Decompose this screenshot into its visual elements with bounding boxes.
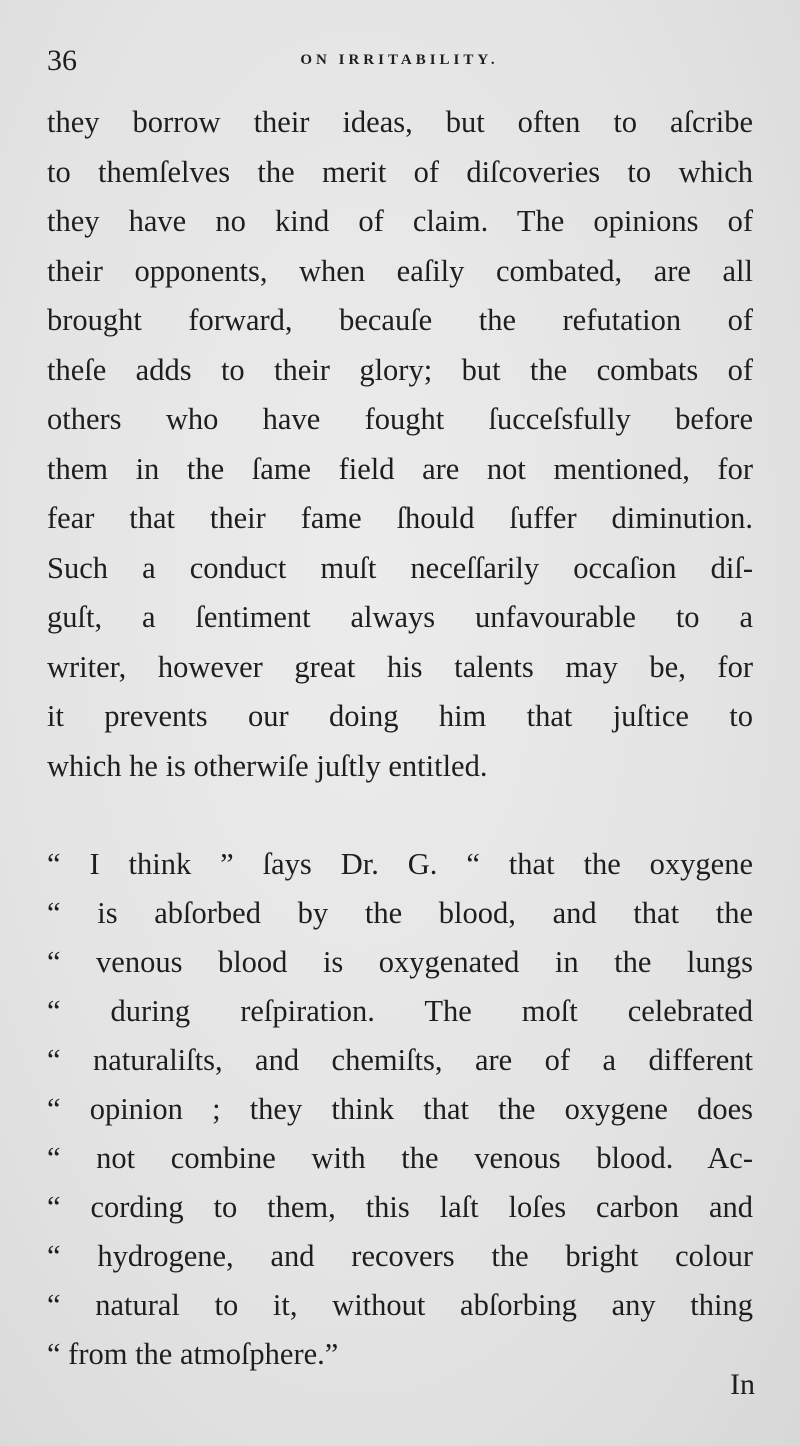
text-line: theſe adds to their glory; but the combats of <box>47 352 753 387</box>
text-line: guſt, a ſentiment always unfavourable to a <box>47 600 753 634</box>
quote-line: “ I think ” ſays Dr. G. “ that the oxygene <box>47 847 753 881</box>
quote-line: “ opinion ; they think that the oxygene does <box>47 1092 753 1126</box>
page-header <box>47 44 752 84</box>
text-line: they borrow their ideas, but often to aſcribe <box>47 105 753 139</box>
text-line: brought forward, becauſe the refutation of <box>47 303 753 337</box>
quote-line: “ from the atmoſphere.” <box>47 1337 339 1371</box>
quote-line: “ venous blood is oxygenated in the lungs <box>47 945 753 979</box>
quote-line: “ during reſpiration. The moſt celebrated <box>47 994 753 1028</box>
running-head: ON IRRITABILITY. <box>300 52 499 68</box>
catchword: In <box>730 1368 755 1401</box>
quote-line: “ is abſorbed by the blood, and that the <box>47 896 753 930</box>
text-line: their opponents, when eaſily combated, are all <box>47 253 753 288</box>
quote-line: “ not combine with the venous blood. Ac- <box>47 1141 753 1175</box>
paragraph-1 <box>47 98 753 791</box>
quote-line: “ cording to them, this laſt loſes carbon and <box>47 1190 753 1224</box>
text-line: writer, however great his talents may be, for <box>47 649 753 684</box>
text-line: them in the ſame field are not mentioned, for <box>47 451 753 486</box>
text-line: others who have fought ſucceſsfully before <box>47 402 753 436</box>
quote-line: “ hydrogene, and recovers the bright colour <box>47 1239 753 1273</box>
paragraph-2-quotation <box>47 840 753 1379</box>
page-number: 36 <box>47 44 77 77</box>
text-line: it prevents our doing him that juſtice to <box>47 699 753 733</box>
text-line: Such a conduct muſt neceſſarily occaſion diſ- <box>47 550 753 585</box>
text-line: to themſelves the merit of diſcoveries to which <box>47 154 753 189</box>
quote-line: “ naturaliſts, and chemiſts, are of a different <box>47 1043 753 1077</box>
quote-line: “ natural to it, without abſorbing any thing <box>47 1288 753 1322</box>
text-line: they have no kind of claim. The opinions of <box>47 204 753 238</box>
text-line: fear that their fame ſhould ſuffer diminution. <box>47 501 753 535</box>
text-line: which he is otherwiſe juſtly entitled. <box>47 748 488 783</box>
